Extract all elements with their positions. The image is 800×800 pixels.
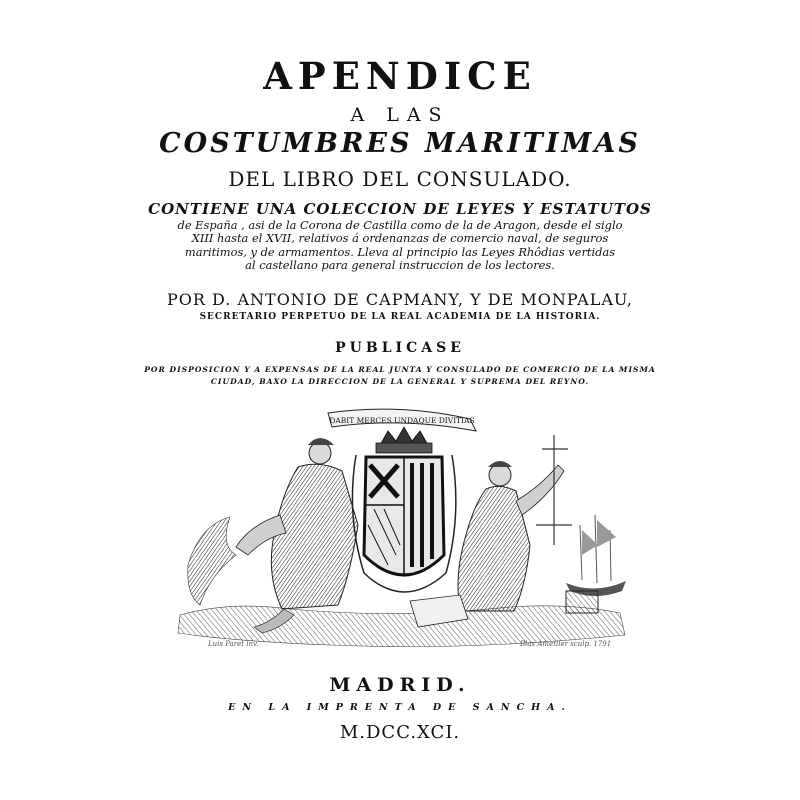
- coat-of-arms-icon: [352, 427, 455, 592]
- printer-line: EN LA IMPRENTA DE SANCHA.: [228, 702, 572, 713]
- contents-heading: CONTIENE UNA COLECCION DE LEYES Y ESTATUTOS: [148, 200, 652, 218]
- banner-motto: DABIT MERCES UNDAQUE DIVITIAS: [329, 416, 475, 425]
- book-subtitle: COSTUMBRES MARITIMAS: [159, 128, 641, 159]
- description-line: al castellano para general instruccion de los lectores.: [245, 258, 555, 273]
- book-subtitle-2: DEL LIBRO DEL CONSULADO.: [228, 167, 572, 191]
- disposition-line: POR DISPOSICION Y A EXPENSAS DE LA REAL JUNTA Y CONSULADO DE COMERCIO DE LA MISMA: [144, 365, 656, 374]
- engraving-credit-left: Luis Paret inv.: [208, 640, 259, 648]
- author-line: POR D. ANTONIO DE CAPMANY, Y DE MONPALAU,: [167, 290, 633, 309]
- publicase-heading: PUBLICASE: [335, 340, 465, 356]
- publication-year: M.DCC.XCI.: [339, 722, 461, 743]
- foliage-left: [188, 517, 236, 605]
- title-connector: A LAS: [350, 104, 450, 126]
- description-line: XIII hasta el XVII, relativos á ordenanzas de comercio naval, de seguros: [191, 231, 609, 246]
- publication-place: MADRID.: [329, 674, 471, 696]
- description-line: maritimos, y de armamentos. Lleva al principio las Leyes Rhôdias vertidas: [184, 244, 616, 259]
- description-line: de España , asi de la Corona de Castilla como de la de Aragon, desde el siglo: [177, 218, 623, 232]
- book-title: APENDICE: [263, 54, 537, 98]
- disposition-line: CIUDAD, BAXO LA DIRECCION DE LA GENERAL Y SUPREMA DEL REYNO.: [210, 377, 590, 386]
- engraving-credit-right: Blas Ametller sculp. 1791: [520, 640, 612, 648]
- description-block: [0, 219, 800, 273]
- left-figure: [236, 438, 358, 633]
- author-title: SECRETARIO PERPETUO DE LA REAL ACADEMIA DE LA HISTORIA.: [199, 312, 601, 322]
- right-figure: [458, 435, 572, 611]
- engraving-vignette: [170, 405, 630, 655]
- chest-icon: [566, 591, 598, 613]
- ship-icon: [566, 515, 626, 596]
- disposition-block: [0, 364, 800, 388]
